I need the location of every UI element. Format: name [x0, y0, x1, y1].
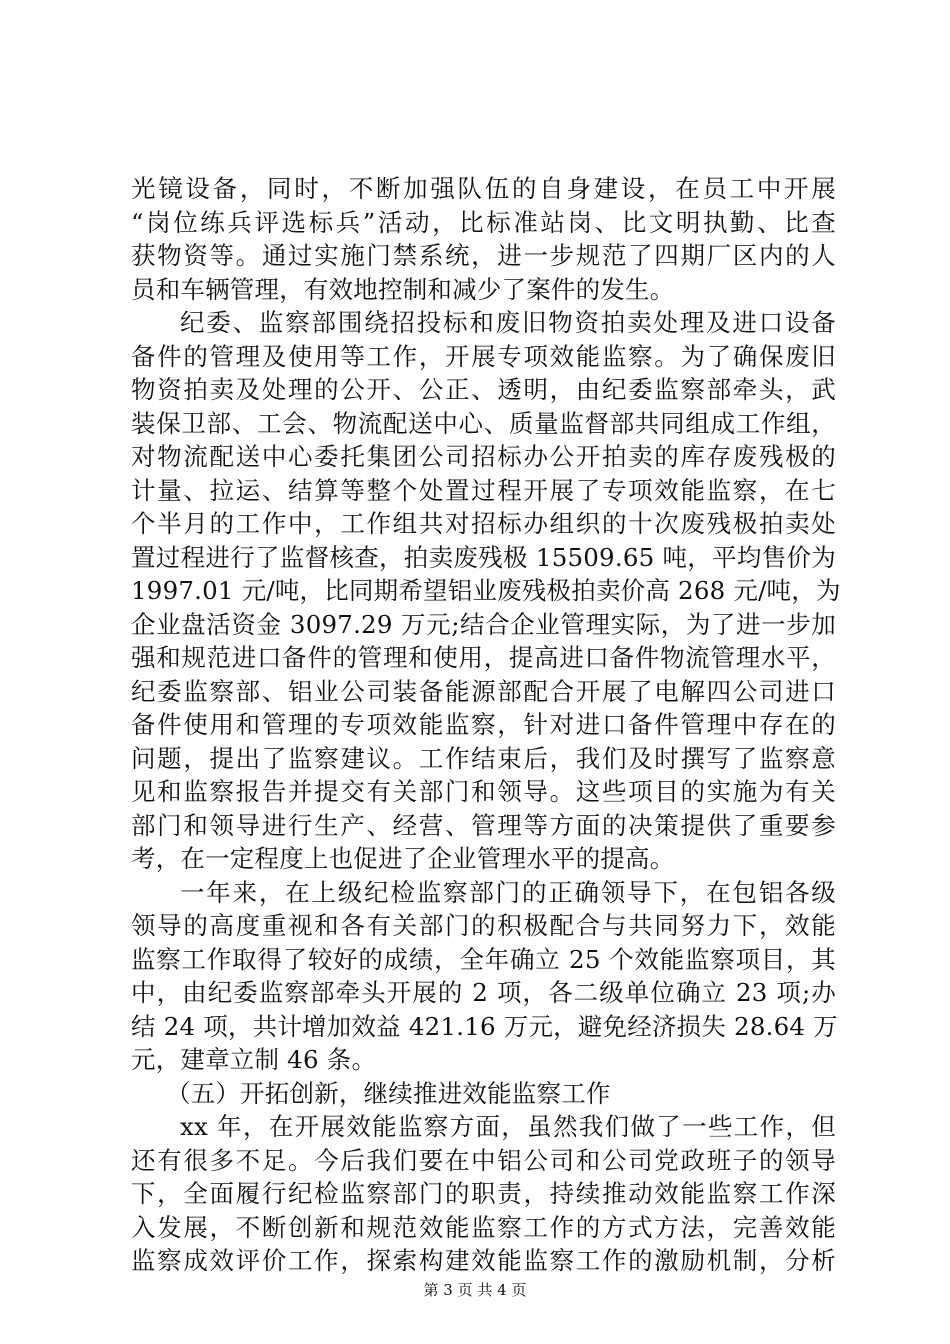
- document-body: [131, 172, 841, 1278]
- text-line: （五）开拓创新，继续推进效能监察工作: [166, 1078, 611, 1108]
- text-line: 中，由纪委监察部牵头开展的 2 项，各二级单位确立 23 项;办: [131, 978, 836, 1007]
- text-line: 企业盘活资金 3097.29 万元;结合企业管理实际，为了进一步加: [131, 609, 836, 639]
- text-line: 个半月的工作中，工作组共对招标办组织的十次废残极拍卖处: [131, 509, 836, 538]
- text-line: 获物资等。通过实施门禁系统，进一步规范了四期厂区内的人: [131, 241, 836, 270]
- page-footer: 第 3 页 共 4 页: [423, 1281, 527, 1299]
- text-line: 入发展，不断创新和规范效能监察工作的方式方法，完善效能: [131, 1212, 836, 1242]
- text-line: 备件使用和管理的专项效能监察，针对进口备件管理中存在的: [131, 710, 836, 739]
- text-line: 结 24 项，共计增加效益 421.16 万元，避免经济损失 28.64 万: [131, 1011, 838, 1041]
- text-line: 置过程进行了监督核查，拍卖废残极 15509.65 吨，平均售价为: [131, 542, 836, 572]
- text-line: 监察成效评价工作，探索构建效能监察工作的激励机制，分析: [131, 1246, 836, 1275]
- text-line: 光镜设备，同时，不断加强队伍的自身建设，在员工中开展: [131, 174, 836, 203]
- text-line: 监察工作取得了较好的成绩，全年确立 25 个效能监察项目，其: [131, 944, 836, 974]
- text-line: 强和规范进口备件的管理和使用，提高进口备件物流管理水平，: [131, 643, 836, 672]
- text-line: 元，建章立制 46 条。: [131, 1045, 377, 1074]
- text-line: 部门和领导进行生产、经营、管理等方面的决策提供了重要参: [131, 810, 836, 840]
- text-line: 物资拍卖及处理的公开、公正、透明，由纪委监察部牵头，武: [131, 375, 836, 404]
- text-line: 备件的管理及使用等工作，开展专项效能监察。为了确保废旧: [131, 341, 836, 371]
- text-line: 问题，提出了监察建议。工作结束后，我们及时撰写了监察意: [131, 743, 836, 773]
- text-line: 员和车辆管理，有效地控制和减少了案件的发生。: [131, 274, 675, 304]
- text-line: 见和监察报告并提交有关部门和领导。这些项目的实施为有关: [131, 777, 836, 806]
- text-line: 纪委监察部、铝业公司装备能源部配合开展了电解四公司进口: [131, 676, 836, 706]
- text-line: “岗位练兵评选标兵”活动，比标准站岗、比文明执勤、比查: [131, 207, 836, 237]
- text-line: 下，全面履行纪检监察部门的职责，持续推动效能监察工作深: [131, 1179, 836, 1208]
- text-line: 对物流配送中心委托集团公司招标办公开拍卖的库存废残极的: [131, 442, 836, 471]
- text-line: 还有很多不足。今后我们要在中铝公司和公司党政班子的领导: [131, 1145, 836, 1175]
- text-line: 纪委、监察部围绕招投标和废旧物资拍卖处理及进口设备: [180, 308, 836, 337]
- text-line: 考，在一定程度上也促进了企业管理水平的提高。: [131, 844, 675, 873]
- text-line: 装保卫部、工会、物流配送中心、质量监督部共同组成工作组，: [131, 408, 836, 438]
- text-line: xx 年，在开展效能监察方面，虽然我们做了一些工作，但: [180, 1112, 836, 1141]
- text-line: 计量、拉运、结算等整个处置过程开展了专项效能监察，在七: [131, 475, 836, 505]
- text-line: 1997.01 元/吨，比同期希望铝业废残极拍卖价高 268 元/吨，为: [131, 576, 841, 605]
- text-line: 领导的高度重视和各有关部门的积极配合与共同努力下，效能: [131, 911, 836, 940]
- text-line: 一年来，在上级纪检监察部门的正确领导下，在包铝各级: [180, 877, 836, 907]
